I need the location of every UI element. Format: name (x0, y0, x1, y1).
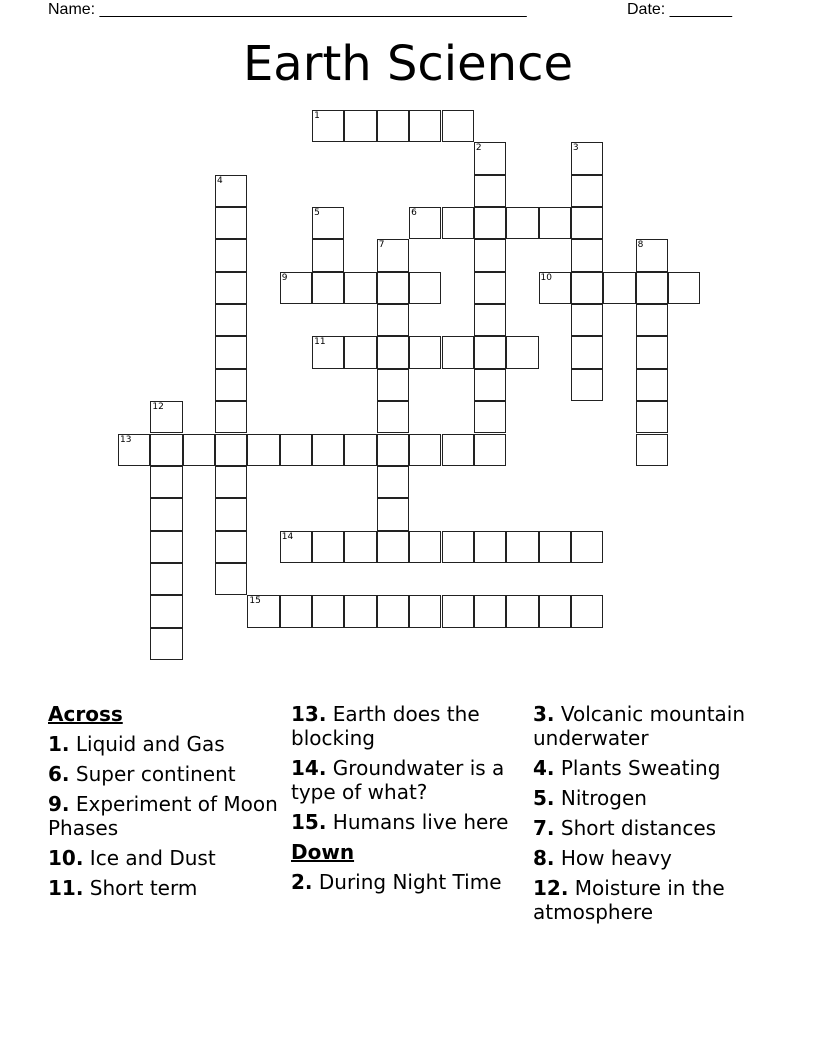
grid-cell[interactable] (474, 336, 506, 368)
down-clue (533, 786, 763, 810)
grid-cell[interactable] (442, 336, 474, 368)
grid-cell[interactable] (344, 336, 376, 368)
grid-cell[interactable] (539, 531, 571, 563)
grid-cell[interactable] (377, 369, 409, 401)
across-clue (48, 846, 278, 870)
grid-cell[interactable] (474, 142, 506, 174)
grid-cell[interactable] (571, 207, 603, 239)
grid-cell[interactable] (377, 498, 409, 530)
grid-cell[interactable] (636, 434, 668, 466)
grid-cell[interactable] (668, 272, 700, 304)
grid-cell[interactable] (442, 110, 474, 142)
grid-cell[interactable] (571, 175, 603, 207)
grid-cell[interactable] (571, 531, 603, 563)
grid-cell[interactable] (571, 239, 603, 271)
grid-cell[interactable] (150, 531, 182, 563)
grid-cell[interactable] (312, 434, 344, 466)
clue-number: 9. (48, 792, 70, 816)
clue-number: 10. (48, 846, 84, 870)
clue-text: Volcanic mountain underwater (533, 702, 746, 750)
clue-text: Nitrogen (560, 786, 647, 810)
clue-text: Earth does the blocking (291, 702, 480, 750)
grid-cell[interactable] (280, 434, 312, 466)
grid-cell[interactable] (409, 531, 441, 563)
clue-number: 1 (314, 111, 320, 121)
clue-text: Moisture in the atmosphere (533, 876, 725, 924)
grid-cell[interactable] (539, 207, 571, 239)
clues-column-3 (533, 702, 763, 930)
clue-number: 5 (314, 208, 320, 219)
grid-cell[interactable] (571, 142, 603, 174)
clue-text: Short distances (560, 816, 717, 840)
grid-cell[interactable] (474, 369, 506, 401)
grid-cell[interactable] (280, 531, 312, 563)
grid-cell[interactable] (539, 272, 571, 304)
clue-number: 13 (120, 434, 132, 445)
grid-cell[interactable] (636, 272, 668, 304)
grid-cell[interactable] (215, 563, 247, 595)
grid-cell[interactable] (442, 434, 474, 466)
grid-cell[interactable] (312, 110, 344, 142)
grid-cell[interactable] (636, 369, 668, 401)
date-field-label: Date: _______ (627, 1, 732, 18)
grid-cell[interactable] (474, 304, 506, 336)
grid-cell[interactable] (312, 239, 344, 271)
grid-cell[interactable] (409, 434, 441, 466)
grid-cell[interactable] (636, 336, 668, 368)
clues-column-2 (291, 702, 521, 900)
across-clue (291, 702, 521, 750)
clue-number: 2. (291, 870, 313, 894)
clue-number: 13. (291, 702, 327, 726)
grid-cell[interactable] (442, 207, 474, 239)
grid-cell[interactable] (377, 110, 409, 142)
grid-cell[interactable] (571, 595, 603, 627)
grid-cell[interactable] (312, 595, 344, 627)
grid-cell[interactable] (474, 401, 506, 433)
page-title: Earth Science (242, 36, 574, 92)
clue-text: Humans live here (332, 810, 509, 834)
across-clue (48, 876, 278, 900)
across-clue (48, 732, 278, 756)
grid-cell[interactable] (636, 304, 668, 336)
grid-cell[interactable] (280, 595, 312, 627)
down-heading: Down (291, 840, 355, 864)
grid-cell[interactable] (636, 401, 668, 433)
grid-cell[interactable] (118, 434, 150, 466)
clue-number: 9 (281, 272, 288, 283)
grid-cell[interactable] (377, 239, 409, 271)
down-clue (533, 846, 763, 870)
grid-cell[interactable] (150, 628, 182, 660)
grid-cell[interactable] (215, 336, 247, 368)
across-clue (48, 762, 278, 786)
clue-number: 1. (48, 732, 70, 756)
clue-number: 10 (540, 272, 552, 283)
grid-cell[interactable] (409, 207, 441, 239)
grid-cell[interactable] (636, 239, 668, 271)
grid-cell[interactable] (377, 336, 409, 368)
grid-cell[interactable] (442, 531, 474, 563)
grid-cell[interactable] (474, 175, 506, 207)
grid-cell[interactable] (474, 595, 506, 627)
grid-cell[interactable] (150, 498, 182, 530)
name-field-label: Name: ________________________________________________ (48, 1, 527, 18)
grid-cell[interactable] (150, 466, 182, 498)
clue-number: 7 (378, 240, 385, 251)
grid-cell[interactable] (150, 595, 182, 627)
clue-text: Experiment of Moon Phases (48, 792, 278, 840)
grid-cell[interactable] (409, 110, 441, 142)
clue-text: Groundwater is a type of what? (291, 756, 505, 804)
clue-number: 2 (475, 143, 482, 154)
grid-cell[interactable] (344, 110, 376, 142)
grid-cell[interactable] (571, 336, 603, 368)
grid-cell[interactable] (506, 595, 538, 627)
clue-number: 6. (48, 762, 70, 786)
clue-text: Plants Sweating (560, 756, 721, 780)
grid-cell[interactable] (247, 434, 279, 466)
grid-cell[interactable] (215, 498, 247, 530)
clue-number: 12 (152, 402, 164, 413)
clues-column-1 (48, 702, 278, 906)
grid-cell[interactable] (377, 434, 409, 466)
clue-text: During Night Time (318, 870, 502, 894)
grid-cell[interactable] (506, 336, 538, 368)
grid-cell[interactable] (215, 434, 247, 466)
grid-cell[interactable] (215, 304, 247, 336)
grid-cell[interactable] (442, 595, 474, 627)
clue-number: 12. (533, 876, 569, 900)
grid-cell[interactable] (474, 207, 506, 239)
grid-cell[interactable] (377, 401, 409, 433)
clue-number: 8 (637, 240, 644, 251)
grid-cell[interactable] (377, 466, 409, 498)
grid-cell[interactable] (409, 336, 441, 368)
grid-cell[interactable] (571, 272, 603, 304)
clue-text: How heavy (560, 846, 672, 870)
clue-number: 14 (281, 531, 294, 542)
grid-cell[interactable] (474, 531, 506, 563)
down-clue (533, 702, 763, 750)
grid-cell[interactable] (344, 434, 376, 466)
grid-cell[interactable] (312, 207, 344, 239)
grid-cell[interactable] (506, 531, 538, 563)
across-clue (291, 810, 521, 834)
down-clue (533, 816, 763, 840)
grid-cell[interactable] (215, 175, 247, 207)
grid-cell[interactable] (377, 531, 409, 563)
clue-number: 3. (533, 702, 555, 726)
grid-cell[interactable] (150, 401, 182, 433)
clue-number: 7. (533, 816, 555, 840)
clue-text: Ice and Dust (89, 846, 216, 870)
clue-text: Super continent (75, 762, 236, 786)
grid-cell[interactable] (344, 272, 376, 304)
clue-number: 11. (48, 876, 84, 900)
grid-cell[interactable] (150, 563, 182, 595)
grid-cell[interactable] (474, 239, 506, 271)
across-clue (48, 792, 278, 840)
clue-number: 4 (217, 175, 223, 186)
clue-number: 11 (314, 337, 326, 348)
grid-cell[interactable] (474, 434, 506, 466)
across-heading: Across (48, 702, 123, 726)
grid-cell[interactable] (474, 272, 506, 304)
clue-text: Liquid and Gas (75, 732, 225, 756)
grid-cell[interactable] (344, 531, 376, 563)
clue-text: Short term (89, 876, 198, 900)
clue-number: 4. (533, 756, 555, 780)
grid-cell[interactable] (506, 207, 538, 239)
clue-number: 3 (572, 143, 579, 154)
clue-number: 15 (249, 596, 261, 607)
grid-cell[interactable] (280, 272, 312, 304)
clue-number: 6 (411, 208, 417, 219)
grid-cell[interactable] (409, 595, 441, 627)
grid-cell[interactable] (377, 595, 409, 627)
grid-cell[interactable] (377, 304, 409, 336)
grid-cell[interactable] (215, 272, 247, 304)
grid-cell[interactable] (215, 531, 247, 563)
grid-cell[interactable] (215, 239, 247, 271)
grid-cell[interactable] (247, 595, 279, 627)
across-clue (291, 756, 521, 804)
grid-cell[interactable] (150, 434, 182, 466)
grid-cell[interactable] (571, 304, 603, 336)
grid-cell[interactable] (409, 272, 441, 304)
grid-cell[interactable] (312, 336, 344, 368)
grid-cell[interactable] (312, 531, 344, 563)
grid-cell[interactable] (312, 272, 344, 304)
down-clue (291, 870, 521, 894)
grid-cell[interactable] (215, 207, 247, 239)
clue-number: 15. (291, 810, 327, 834)
grid-cell[interactable] (183, 434, 215, 466)
grid-cell[interactable] (344, 595, 376, 627)
grid-cell[interactable] (215, 466, 247, 498)
grid-cell[interactable] (377, 272, 409, 304)
grid-cell[interactable] (215, 369, 247, 401)
grid-cell[interactable] (603, 272, 635, 304)
grid-cell[interactable] (571, 369, 603, 401)
clue-number: 5. (533, 786, 555, 810)
clue-number: 8. (533, 846, 555, 870)
down-clue (533, 876, 763, 924)
grid-cell[interactable] (539, 595, 571, 627)
grid-cell[interactable] (215, 401, 247, 433)
clue-number: 14. (291, 756, 327, 780)
down-clue (533, 756, 763, 780)
